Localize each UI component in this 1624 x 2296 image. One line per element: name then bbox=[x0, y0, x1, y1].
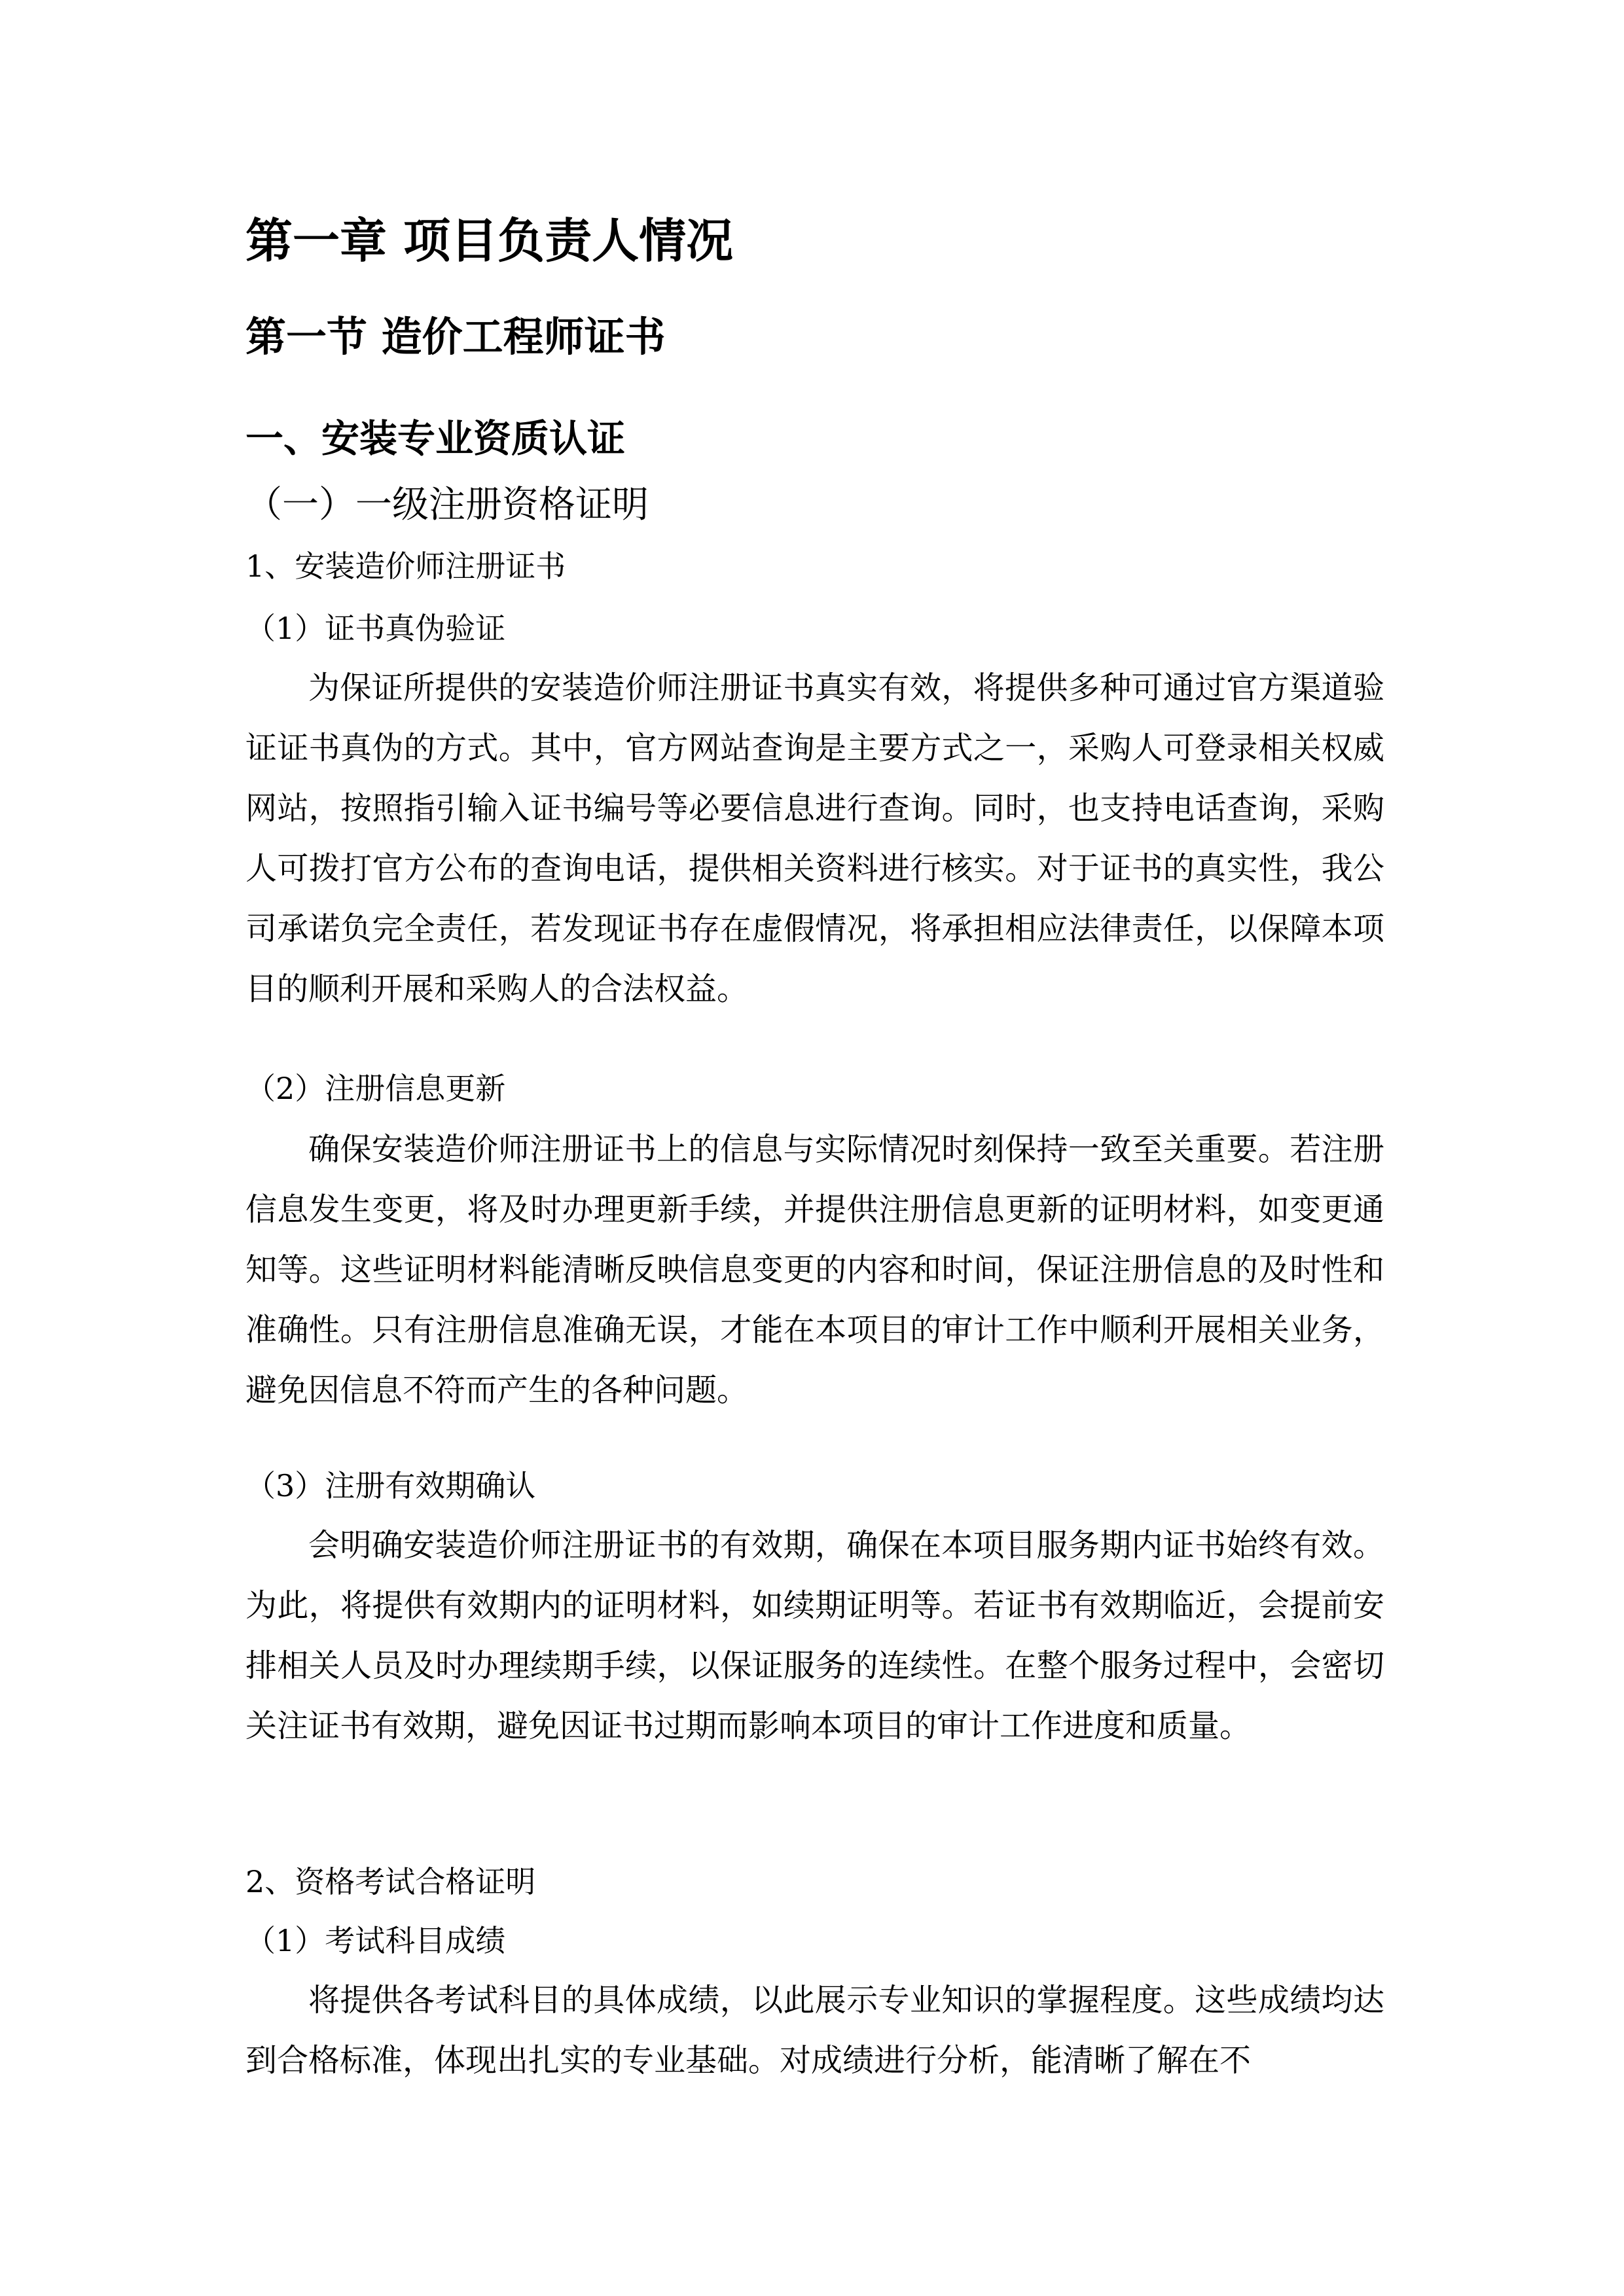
item-1-sub-3-title: （3）注册有效期确认 bbox=[245, 1468, 536, 1503]
item-1-sub-3-body: 会明确安装造价师注册证书的有效期，确保在本项目服务期内证书始终有效。为此，将提供有效期内的证明材料，如续期证明等。若证书有效期临近，会提前安排相关人员及时办理续期手续，以保证服务的连续性。在整个服务过程中，会密切关注证书有效期，避免因证书过期而影响本项目的审计工作进度和质量。 bbox=[245, 1527, 1384, 1744]
item-1-sub-2-title: （2）注册信息更新 bbox=[245, 1071, 506, 1106]
heading-level-1: 一、安装专业资质认证 bbox=[245, 416, 626, 461]
item-2-sub-1-body: 将提供各考试科目的具体成绩，以此展示专业知识的掌握程度。这些成绩均达到合格标准，体现出扎实的专业基础。对成绩进行分析，能清晰了解在不 bbox=[245, 1982, 1384, 2079]
heading-level-2: （一）一级注册资格证明 bbox=[245, 484, 649, 526]
chapter-title: 第一章 项目负责人情况 bbox=[245, 213, 734, 268]
item-1-sub-2-body: 确保安装造价师注册证书上的信息与实际情况时刻保持一致至关重要。若注册信息发生变更，将及时办理更新手续，并提供注册信息更新的证明材料，如变更通知等。这些证明材料能清晰反映信息变更的内容和时间，保证注册信息的及时性和准确性。只有注册信息准确无误，才能在本项目的审计工作中顺利开展相关业务，避免因信息不符而产生的各种问题。 bbox=[245, 1131, 1384, 1408]
item-1-sub-1-title: （1）证书真伪验证 bbox=[245, 611, 506, 646]
item-1-sub-1-body: 为保证所提供的安装造价师注册证书真实有效，将提供多种可通过官方渠道验证证书真伪的方式。其中，官方网站查询是主要方式之一，采购人可登录相关权威网站，按照指引输入证书编号等必要信息进行查询。同时，也支持电话查询，采购人可拨打官方公布的查询电话，提供相关资料进行核实。对于证书的真实性，我公司承诺负完全责任，若发现证书存在虚假情况，将承担相应法律责任，以保障本项目的顺利开展和采购人的合法权益。 bbox=[245, 670, 1384, 1007]
item-2-sub-1-title: （1）考试科目成绩 bbox=[245, 1923, 506, 1958]
item-2-title: 2、资格考试合格证明 bbox=[245, 1864, 536, 1899]
section-title: 第一节 造价工程师证书 bbox=[245, 313, 666, 361]
item-1-title: 1、安装造价师注册证书 bbox=[245, 548, 566, 584]
